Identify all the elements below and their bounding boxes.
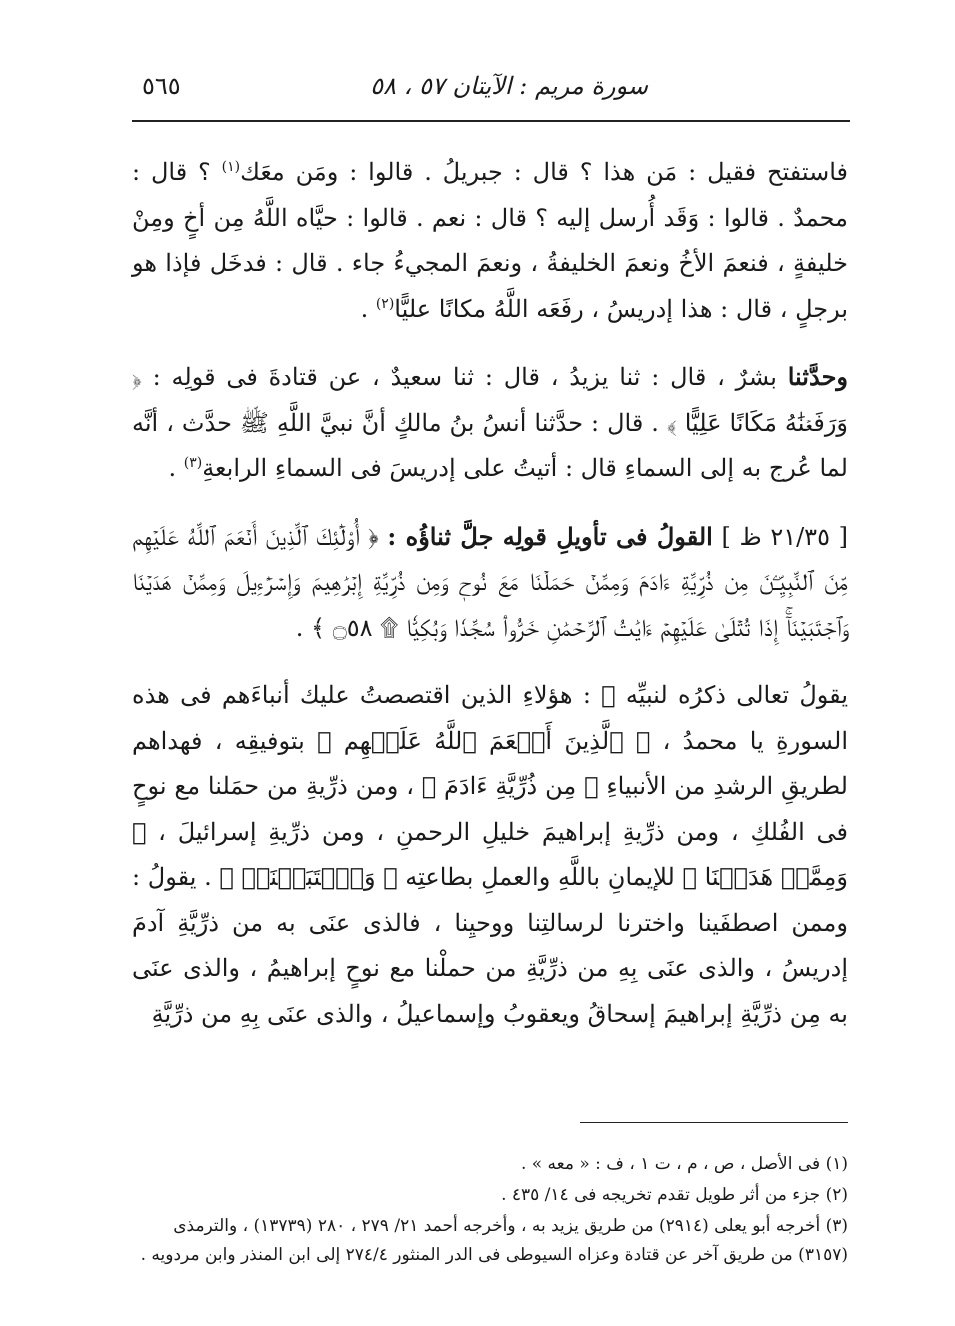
footnote-ref-1: (١)	[221, 159, 241, 175]
folio-marker: [ ٢١/٣٥ ظ ]	[721, 522, 848, 551]
page-number: ٥٦٥	[142, 72, 181, 100]
footnote-3: (٣) أخرجه أبو يعلى (٢٩١٤) من طريق يزيد به ، وأخرجه أحمد ٢١/ ٢٧٩ ، ٢٨٠ (١٣٧٣٩) ، والترمذى (٣١٥٧) من طريق آخر عن قتادة وعزاه السيوطى فى الدر المنثور ٢٧٤/٤ إلى ابن المنذر وابن مردويه .	[140, 1216, 848, 1265]
paragraph-2	[132, 354, 848, 492]
footnote-ref-2: (٢)	[375, 295, 395, 312]
footnote-2: (٢) جزء من أثر طويل تقدم تخريجه فى ١٤/ ٤٣٥ .	[501, 1185, 848, 1205]
header-rule	[132, 120, 850, 122]
paragraph-text: فاستفتح فقيل : مَن هذا ؟ قال : جبريلُ . قالوا : ومَن معَك	[240, 158, 848, 186]
paragraph-text: يقولُ تعالى ذكرُه لنبيِّه ﷺ : هؤلاءِ الذين اقتصصتُ عليك أنباءَهم فى هذه السورةِ يا محمدُ ، ﴿ ٱلَّذِينَ أَنۡعَمَ ٱللَّهُ عَلَيۡهِم ﴾ بتوفيقِه ، فهداهم لطريقِ الرشدِ من الأنبياءِ ﴿ مِن ذُرِّيَّةِ ءَادَمَ ﴾ ، ومن ذرِّيةِ من حمَلنا مع نوحٍ فى الفُلكِ ، ومن ذرِّيةِ إبراهيمَ خليلِ الرحمنِ ، ومن ذرِّيةِ إسرائيلَ ، ﴿ وَمِمَّنۡ هَدَيۡنَا ﴾ للإيمانِ باللَّهِ والعملِ بطاعتِه ﴿ وَٱجۡتَبَيۡنَآۚ ﴾ . يقولُ : وممن اصطفَينا واخترنا لرسالتِنا ووحيِنا ، فالذى عنَى به من ذرِّيَّةِ آدمَ إدريسُ ، والذى عنَى بِهِ من ذرِّيَّةِ من حملْنا مع نوحٍ إبراهيمُ ، والذى عنَى به مِن ذرِّيَّةِ إبراهيمَ إسحاقُ ويعقوبُ وإسماعيلُ ، والذى عنَى بِهِ من ذرِّيَّةِ	[132, 681, 848, 1028]
paragraph-1	[132, 150, 848, 332]
section-heading: القولُ فى تأويلِ قولِه جلَّ ثناؤُه :	[387, 521, 713, 551]
running-title: سورة مريم : الآيتان ٥٧ ، ٥٨	[370, 72, 648, 100]
paragraph-4	[132, 673, 848, 1037]
paragraph-3	[132, 514, 848, 652]
paragraph-end: .	[360, 294, 376, 323]
paragraph-text: بشرٌ ، قال : ثنا يزيدُ ، قال : ثنا سعيدٌ ، عن قتادةَ فى قولِه : ﴿ وَرَفَعۡنَٰهُ مَكَانًا عَلِيًّا ﴾ . قال : حدَّثنا أنسُ بنُ مالكٍ أنَّ نبيَّ اللَّهِ ﷺ حدَّث ، أنَّه لما عُرج به إلى السماءِ قال : أتيتُ على إدريسَ فى السماءِ الرابعةِ	[132, 363, 848, 482]
main-text	[132, 150, 848, 1059]
footnotes	[132, 1150, 848, 1272]
paragraph-lead: وحدَّثنا	[787, 362, 848, 391]
paragraph-end: .	[168, 454, 184, 482]
footnote-rule	[580, 1122, 848, 1123]
page-header	[132, 68, 848, 112]
footnote-ref-3: (٣)	[183, 455, 203, 471]
paragraph-text: ؟ قال : محمدٌ . قالوا : وَقَد أُرسل إليه ؟ قال : نعم . قالوا : حيَّاه اللَّهُ مِن أخٍ ومِنْ خليفةٍ ، فنعمَ الأخُ ونعمَ الخليفةُ ، ونعمَ المجيءُ جاء . قال : فدخَل فإذا هو برجلٍ ، قال : هذا إدريسُ ، رفَعَه اللَّهُ مكانًا عليًّا	[132, 158, 848, 323]
quran-verse: ﴿ أُوْلَٰٓئِكَ ٱلَّذِينَ أَنۡعَمَ ٱللَّهُ عَلَيۡهِم مِّنَ ٱلنَّبِيِّـۧنَ مِن ذُرِّيَّةِ ءَادَمَ وَمِمَّنۡ حَمَلۡنَا مَعَ نُوحٖ وَمِن ذُرِّيَّةِ إِبۡرَٰهِيمَ وَإِسۡرَٰٓءِيلَ وَمِمَّنۡ هَدَيۡنَا وَٱجۡتَبَيۡنَآۚ إِذَا تُتۡلَىٰ عَلَيۡهِمۡ ءَايَٰتُ ٱلرَّحۡمَٰنِ خَرُّواْۤ سُجَّدٗا وَبُكِيّٗا ۩ ۝٥٨ ﴾ .	[132, 522, 848, 642]
footnote-1: (١) فى الأصل ، ص ، م ، ت ١ ، ف : « معه » .	[520, 1154, 848, 1174]
